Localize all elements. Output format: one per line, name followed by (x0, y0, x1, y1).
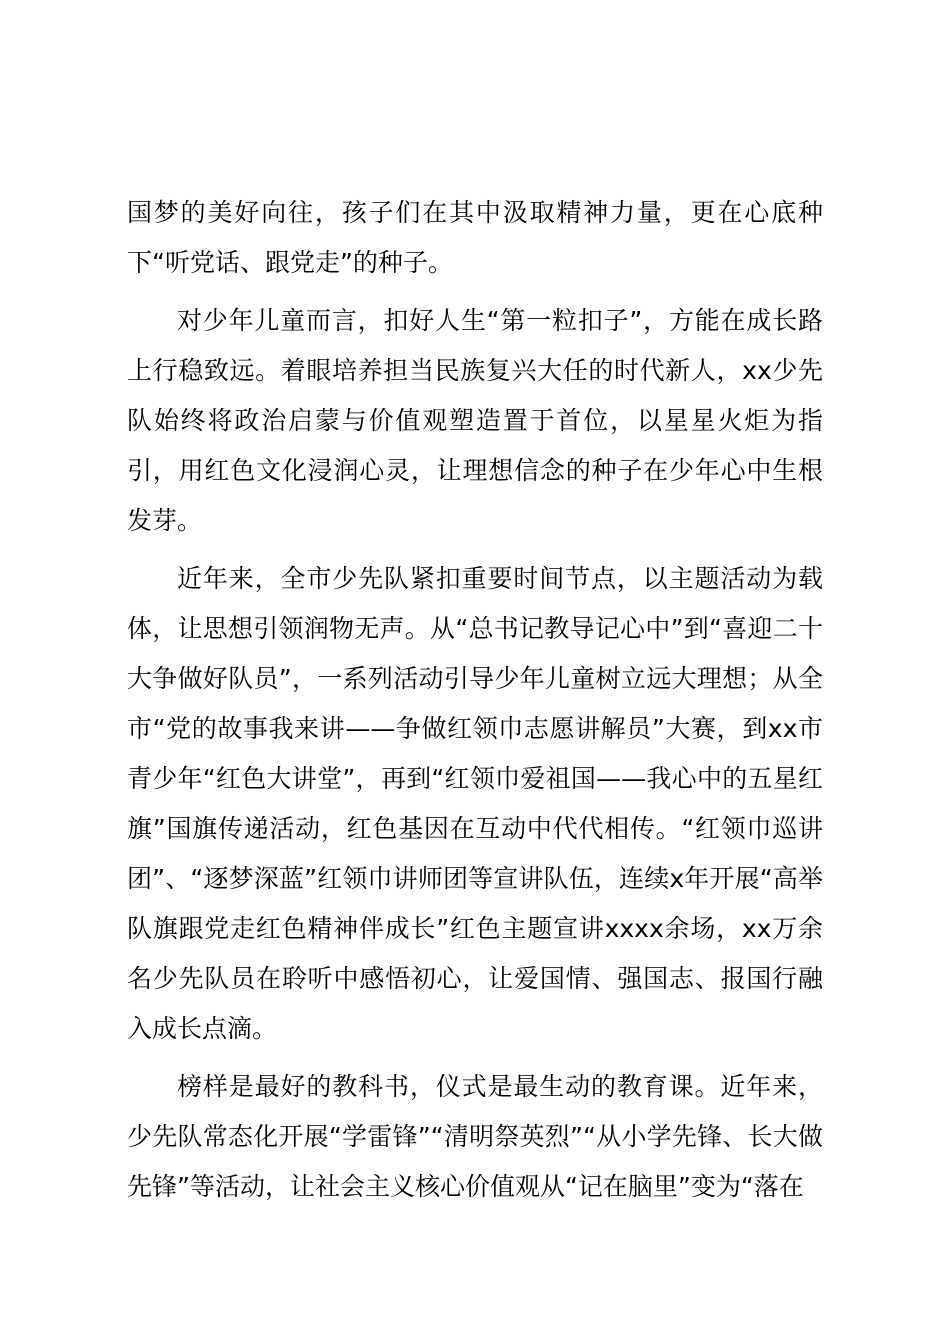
document-body (127, 188, 823, 1220)
paragraph-4: 榜样是最好的教科书，仪式是最生动的教育课。近年来，少先队常态化开展“学雷锋”“清明祭英烈”“从小学先锋、长大做先锋”等活动，让社会主义核心价值观从“记在脑里”变为“落在 (127, 1072, 823, 1201)
paragraph-2: 对少年儿童而言，扣好人生“第一粒扣子”，方能在成长路上行稳致远。着眼培养担当民族复兴大任的时代新人，xx少先队始终将政治启蒙与价值观塑造置于首位，以星星火炬为指引，用红色文化浸润心灵，让理想信念的种子在少年心中生根发芽。 (127, 306, 823, 535)
paragraph-3: 近年来，全市少先队紧扣重要时间节点，以主题活动为载体，让思想引领润物无声。从“总书记教导记心中”到“喜迎二十大争做好队员”，一系列活动引导少年儿童树立远大理想；从全市“党的故事我来讲——争做红领巾志愿讲解员”大赛，到xx市青少年“红色大讲堂”，再到“红领巾爱祖国——我心中的五星红旗”国旗传递活动，红色基因在互动中代代相传。“红领巾巡讲团”、“逐梦深蓝”红领巾讲师团等宣讲队伍，连续x年开展“高举队旗跟党走红色精神伴成长”红色主题宣讲xxxx余场，xx万余名少先队员在聆听中感悟初心，让爱国情、强国志、报国行融入成长点滴。 (127, 564, 823, 1043)
paragraph-1: 国梦的美好向往，孩子们在其中汲取精神力量，更在心底种下“听党话、跟党走”的种子。 (127, 198, 823, 277)
